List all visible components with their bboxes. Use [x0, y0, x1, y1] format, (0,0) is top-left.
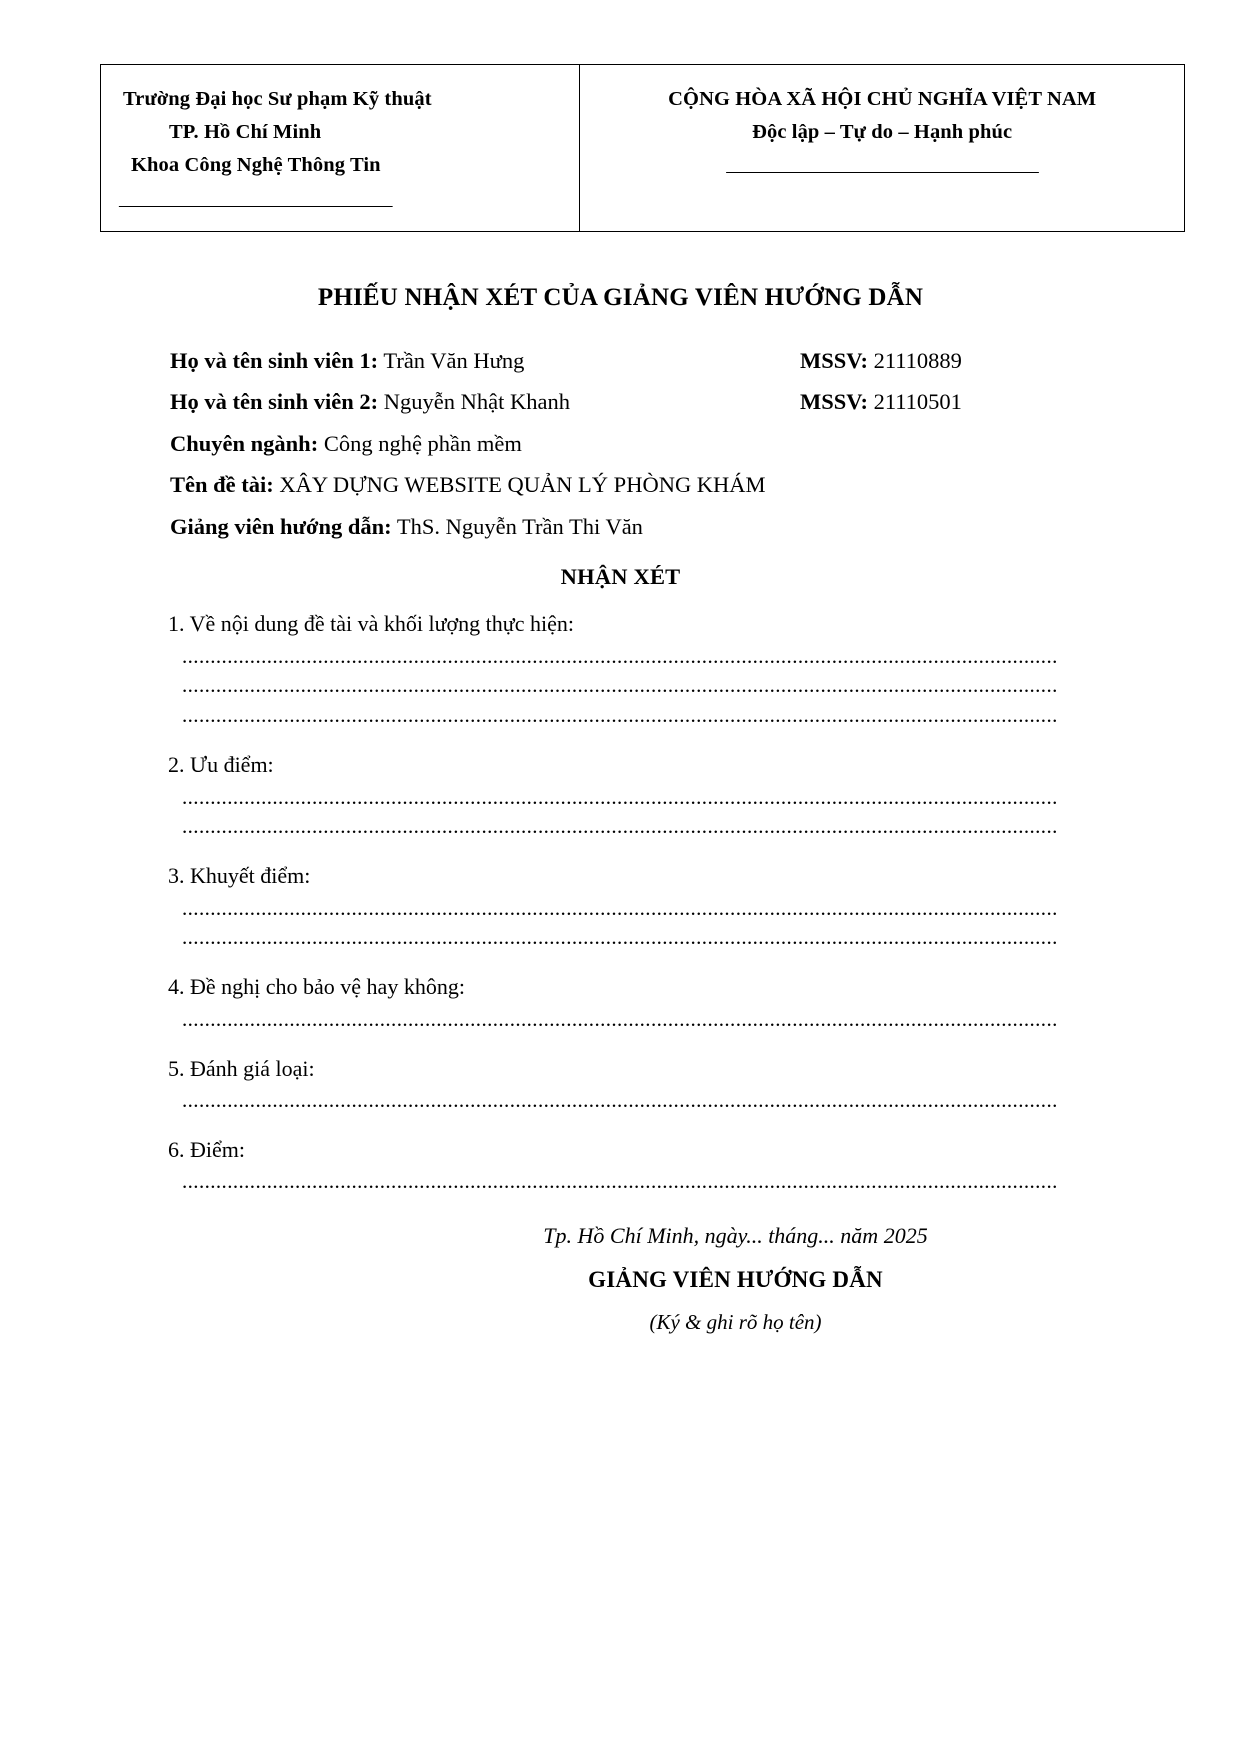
major-value: Công nghệ phần mềm — [323, 430, 522, 456]
student1-id — [800, 347, 962, 373]
student1-row — [170, 347, 1111, 373]
answer-line[interactable]: ........................................................................................................................................................... — [182, 703, 1058, 728]
student2-id-label: MSSV: — [800, 389, 868, 415]
answer-line[interactable]: ........................................................................................................................................................... — [182, 673, 1058, 698]
answer-line[interactable]: ........................................................................................................................................................... — [182, 814, 1058, 839]
student2-id-value: 21110501 — [873, 389, 962, 415]
header-row — [101, 65, 1185, 232]
topic-value: XÂY DỰNG WEBSITE QUẢN LÝ PHÒNG KHÁM — [279, 472, 766, 498]
student2-id — [800, 391, 962, 414]
footer-block — [100, 1223, 1141, 1335]
question-5: 5. Đánh giá loại: — [168, 1055, 315, 1081]
school-name-line2: TP. Hồ Chí Minh — [169, 121, 322, 144]
school-divider-rule: —————————————— — [119, 193, 392, 216]
student2-label: Họ và tên sinh viên 2: — [170, 389, 379, 415]
advisor-value: ThS. Nguyễn Trần Thi Văn — [396, 513, 643, 539]
major-label: Chuyên ngành: — [170, 430, 319, 456]
answer-line[interactable]: ........................................................................................................................................................... — [182, 925, 1058, 950]
signer-title: GIẢNG VIÊN HƯỚNG DẪN — [588, 1267, 883, 1293]
header-table — [100, 64, 1185, 232]
header-cell-school — [101, 65, 580, 232]
student1-id-label: MSSV: — [800, 347, 868, 373]
questions-container — [100, 610, 1141, 1197]
section-title: NHẬN XÉT — [560, 564, 681, 590]
answer-line[interactable]: ........................................................................................................................................................... — [182, 643, 1058, 668]
place-date: Tp. Hồ Chí Minh, ngày... tháng... năm 2025 — [543, 1223, 928, 1249]
advisor-label: Giảng viên hướng dẫn: — [170, 513, 392, 539]
page-title: PHIẾU NHẬN XÉT CỦA GIẢNG VIÊN HƯỚNG DẪN — [317, 283, 924, 311]
answer-line[interactable]: ........................................................................................................................................................... — [182, 895, 1058, 920]
question-3: 3. Khuyết điểm: — [168, 863, 311, 889]
major-row — [170, 430, 1111, 456]
student2-value: Nguyễn Nhật Khanh — [383, 389, 570, 415]
question-1: 1. Về nội dung đề tài và khối lượng thực hiện: — [168, 611, 574, 637]
answer-line[interactable]: ........................................................................................................................................................... — [182, 784, 1058, 809]
national-divider-rule: ———————————————— — [726, 160, 1039, 183]
topic-row — [170, 474, 1111, 497]
student1-value: Trần Văn Hưng — [383, 347, 525, 373]
national-motto: Độc lập – Tự do – Hạnh phúc — [752, 121, 1013, 144]
answer-line[interactable]: ........................................................................................................................................................... — [182, 1088, 1058, 1113]
info-block — [100, 347, 1141, 539]
student2-row — [170, 391, 1111, 414]
header-cell-national — [580, 65, 1185, 232]
advisor-row — [170, 513, 1111, 539]
question-4: 4. Đề nghị cho bảo vệ hay không: — [168, 974, 465, 1000]
sign-note: (Ký & ghi rõ họ tên) — [649, 1310, 822, 1335]
topic-label: Tên đề tài: — [170, 472, 274, 498]
answer-line[interactable]: ........................................................................................................................................................... — [182, 1006, 1058, 1031]
answer-line[interactable]: ........................................................................................................................................................... — [182, 1169, 1058, 1194]
question-2: 2. Ưu điểm: — [168, 752, 274, 778]
school-name-line1: Trường Đại học Sư phạm Kỹ thuật — [123, 88, 432, 110]
student1-label: Họ và tên sinh viên 1: — [170, 347, 379, 373]
question-6: 6. Điểm: — [168, 1136, 245, 1162]
faculty-name: Khoa Công Nghệ Thông Tin — [131, 154, 381, 177]
national-title: CỘNG HÒA XÃ HỘI CHỦ NGHĨA VIỆT NAM — [668, 88, 1097, 110]
student1-id-value: 21110889 — [873, 347, 962, 373]
